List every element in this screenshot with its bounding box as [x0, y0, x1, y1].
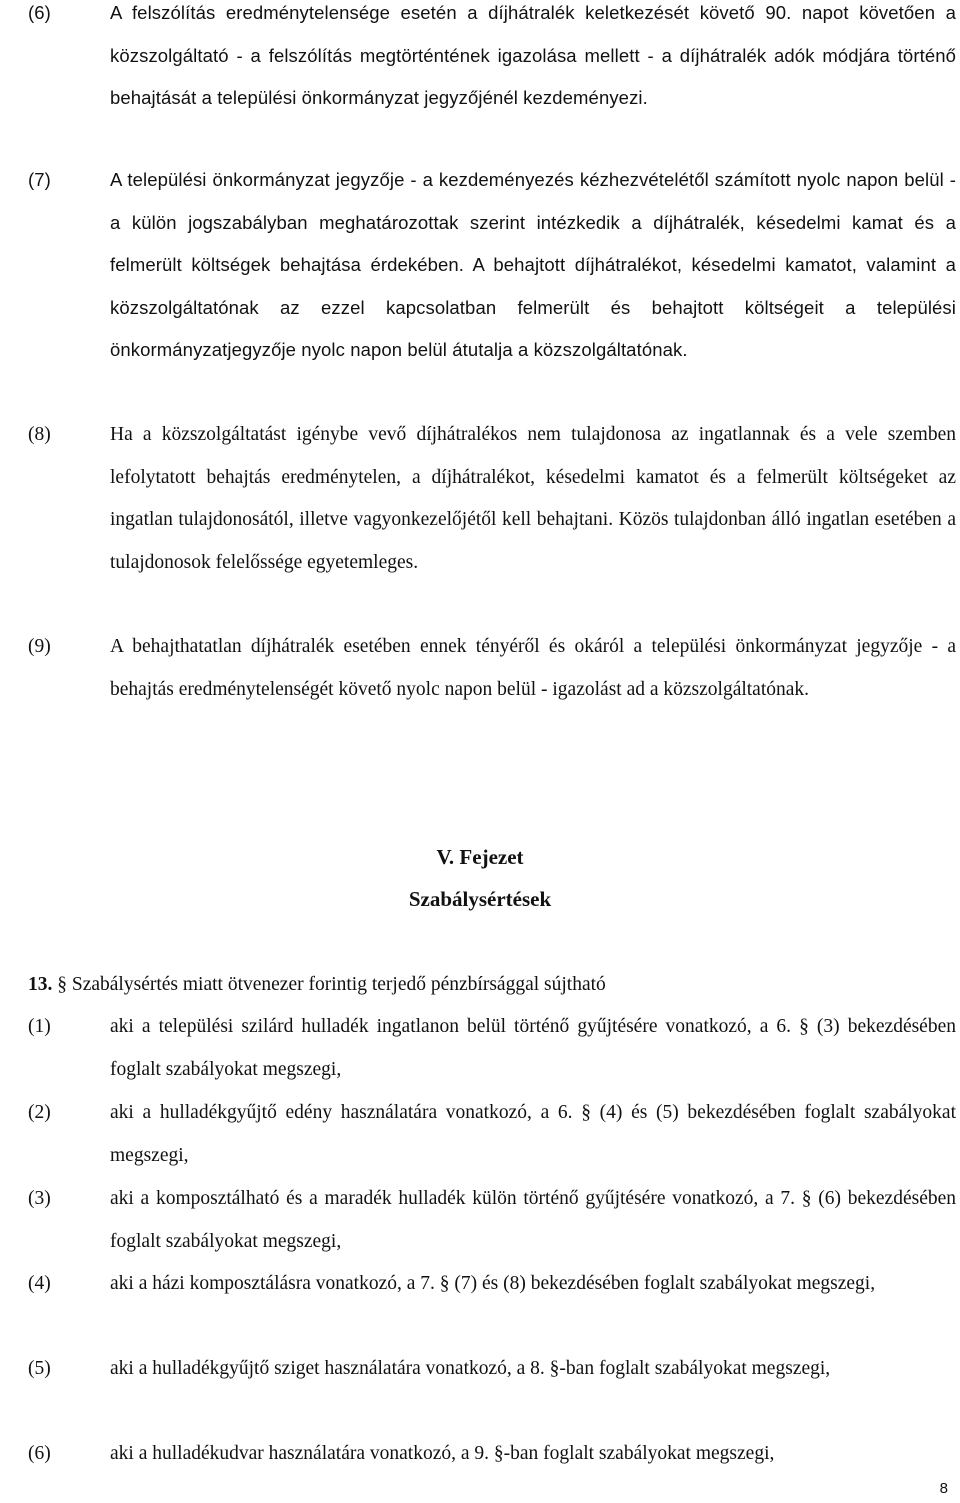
paragraph-9: [28, 626, 956, 711]
item-text: aki a hulladékgyűjtő edény használatára vonatkozó, a 6. § (4) és (5) bekezdésében foglalt szabályokat megszegi,: [110, 1102, 956, 1166]
paragraph-number: (8): [28, 424, 51, 445]
item-number: (2): [28, 1102, 51, 1123]
paragraph-8: [28, 414, 956, 584]
item-number: (1): [28, 1016, 51, 1037]
chapter-subtitle: Szabálysértések: [408, 887, 552, 911]
list-item: [28, 1348, 956, 1391]
chapter-title: V. Fejezet: [436, 845, 524, 869]
list-item: [28, 1092, 956, 1177]
item-text: aki a hulladékudvar használatára vonatkozó, a 9. §-ban foglalt szabályokat megszegi,: [110, 1443, 775, 1464]
item-text: aki a hulladékgyűjtő sziget használatára vonatkozó, a 8. §-ban foglalt szabályokat megszegi,: [110, 1358, 831, 1379]
item-text: aki a települési szilárd hulladék ingatlanon belül történő gyűjtésére vonatkozó, a 6. § (3) bekezdésében foglalt szabályokat megszegi,: [110, 1016, 956, 1080]
section-heading: [28, 972, 956, 998]
item-number: (5): [28, 1358, 51, 1379]
item-text: aki a házi komposztálásra vonatkozó, a 7. § (7) és (8) bekezdésében foglalt szabályokat megszegi,: [110, 1273, 876, 1294]
item-number: (4): [28, 1273, 51, 1294]
list-item: [28, 1263, 956, 1306]
paragraph-text: A települési önkormányzat jegyzője - a kezdeményezés kézhezvételétől számított nyolc napon belül - a külön jogszabályban meghatározottak szerint intézkedik a díjhátralék, késedelmi kamat és a felmerült költségek behajtása érdekében. A behajtott díjhátralékot, késedelmi kamatot, valamint a közszolgáltatónak az ezzel kapcsolatban felmerült és behajtott költségeit a települési önkormányzatjegyzője nyolc napon belül átutalja a közszolgáltatónak.: [110, 169, 956, 361]
list-item: [28, 1178, 956, 1263]
paragraph-7: [28, 159, 956, 372]
section-number: 13.: [28, 974, 53, 995]
paragraph-text: A behajthatatlan díjhátralék esetében ennek tényéről és okáról a települési önkormányzat jegyzője - a behajtás eredménytelenségét követő nyolc napon belül - igazolást ad a közszolgáltatónak.: [110, 636, 956, 700]
paragraph-6: [28, 0, 956, 120]
item-text: aki a komposztálható és a maradék hulladék külön történő gyűjtésére vonatkozó, a 7. § (6) bekezdésében foglalt szabályokat megszegi,: [110, 1188, 956, 1252]
list-item: [28, 1006, 956, 1091]
section-text: § Szabálysértés miatt ötvenezer forintig terjedő pénzbírsággal sújtható: [57, 974, 606, 995]
paragraph-number: (7): [28, 169, 51, 190]
page-number: 8: [939, 1480, 948, 1497]
paragraph-number: (9): [28, 636, 51, 657]
paragraph-number: (6): [28, 2, 51, 23]
paragraph-text: Ha a közszolgáltatást igénybe vevő díjhátralékos nem tulajdonosa az ingatlannak és a vele szemben lefolytatott behajtás eredménytelen, a díjhátralékot, késedelmi kamatot és a felmerült költségeket az ingatlan tulajdonosától, illetve vagyonkezelőjétől kell behajtani. Közös tulajdonban álló ingatlan esetében a tulajdonosok felelőssége egyetemleges.: [110, 424, 956, 573]
list-item: [28, 1433, 956, 1476]
paragraph-text: A felszólítás eredménytelensége esetén a díjhátralék keletkezését követő 90. napot követően a közszolgáltató - a felszólítás megtörténtének igazolása mellett - a díjhátralék adók módjára történő behajtását a települési önkormányzat jegyzőjénél kezdeményezi.: [110, 2, 956, 109]
item-number: (3): [28, 1188, 51, 1209]
item-number: (6): [28, 1443, 51, 1464]
